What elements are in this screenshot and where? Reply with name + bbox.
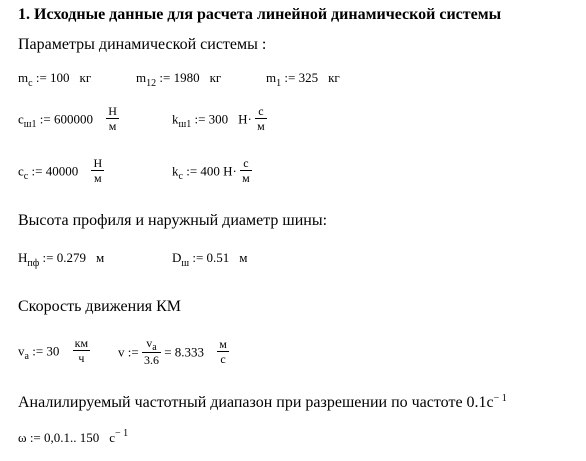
profile-title: Высота профиля и наружный диаметр шины: xyxy=(18,212,328,229)
fraction: $\frac{с}{м}$ xyxy=(257,104,265,133)
formula-v: v := $\frac{v_a}{3.6}$ = 8.333 $\frac{м}{с}$ xyxy=(118,336,227,367)
formula-mc: $m_c$ := 100 кг xyxy=(18,70,92,89)
fraction: $\frac{Н}{м}$ xyxy=(108,104,117,133)
formula-cc: $c_c$ := 40000 $\frac{Н}{м}$ xyxy=(18,156,103,185)
fraction: $\frac{км}{ч}$ xyxy=(74,336,89,365)
section-heading: 1. Исходные данные для расчета линейной динамической системы xyxy=(18,6,502,23)
formula-omega: ω := 0,0.1.. 150 $с^{- 1}$ xyxy=(18,428,129,445)
fraction: $\frac{Н}{м}$ xyxy=(93,156,103,185)
fraction: $\frac{с}{м}$ xyxy=(242,156,250,185)
formula-m12: $m_{12}$ := 1980 кг xyxy=(136,70,222,89)
fraction: $\frac{v_a}{3.6}$ xyxy=(143,336,159,367)
range-title: Аналилируемый частотный диапазон при разрешении по частоте $0.1с^{- 1}$ xyxy=(18,393,507,411)
formula-va: $v_a$ := 30 $\frac{км}{ч}$ xyxy=(18,336,89,365)
fraction: $\frac{м}{с}$ xyxy=(219,337,227,366)
formula-m1: $m_1$ := 325 кг xyxy=(266,70,340,89)
params-title: Параметры динамической системы : xyxy=(18,36,267,53)
formula-dsh: $D_ш$ := 0.51 м xyxy=(172,250,248,269)
formula-kc: $k_c$ := 400 Н· $\frac{с}{м}$ xyxy=(172,156,250,185)
formula-hpf: $H_{пф}$ := 0.279 м xyxy=(18,250,105,269)
formula-ksh1: $k_{ш1}$ := 300 Н· $\frac{с}{м}$ xyxy=(172,104,265,133)
formula-csh1: $c_{ш1}$ := 600000 $\frac{Н}{м}$ xyxy=(18,104,117,133)
speed-title: Скорость движения КМ xyxy=(18,298,182,315)
